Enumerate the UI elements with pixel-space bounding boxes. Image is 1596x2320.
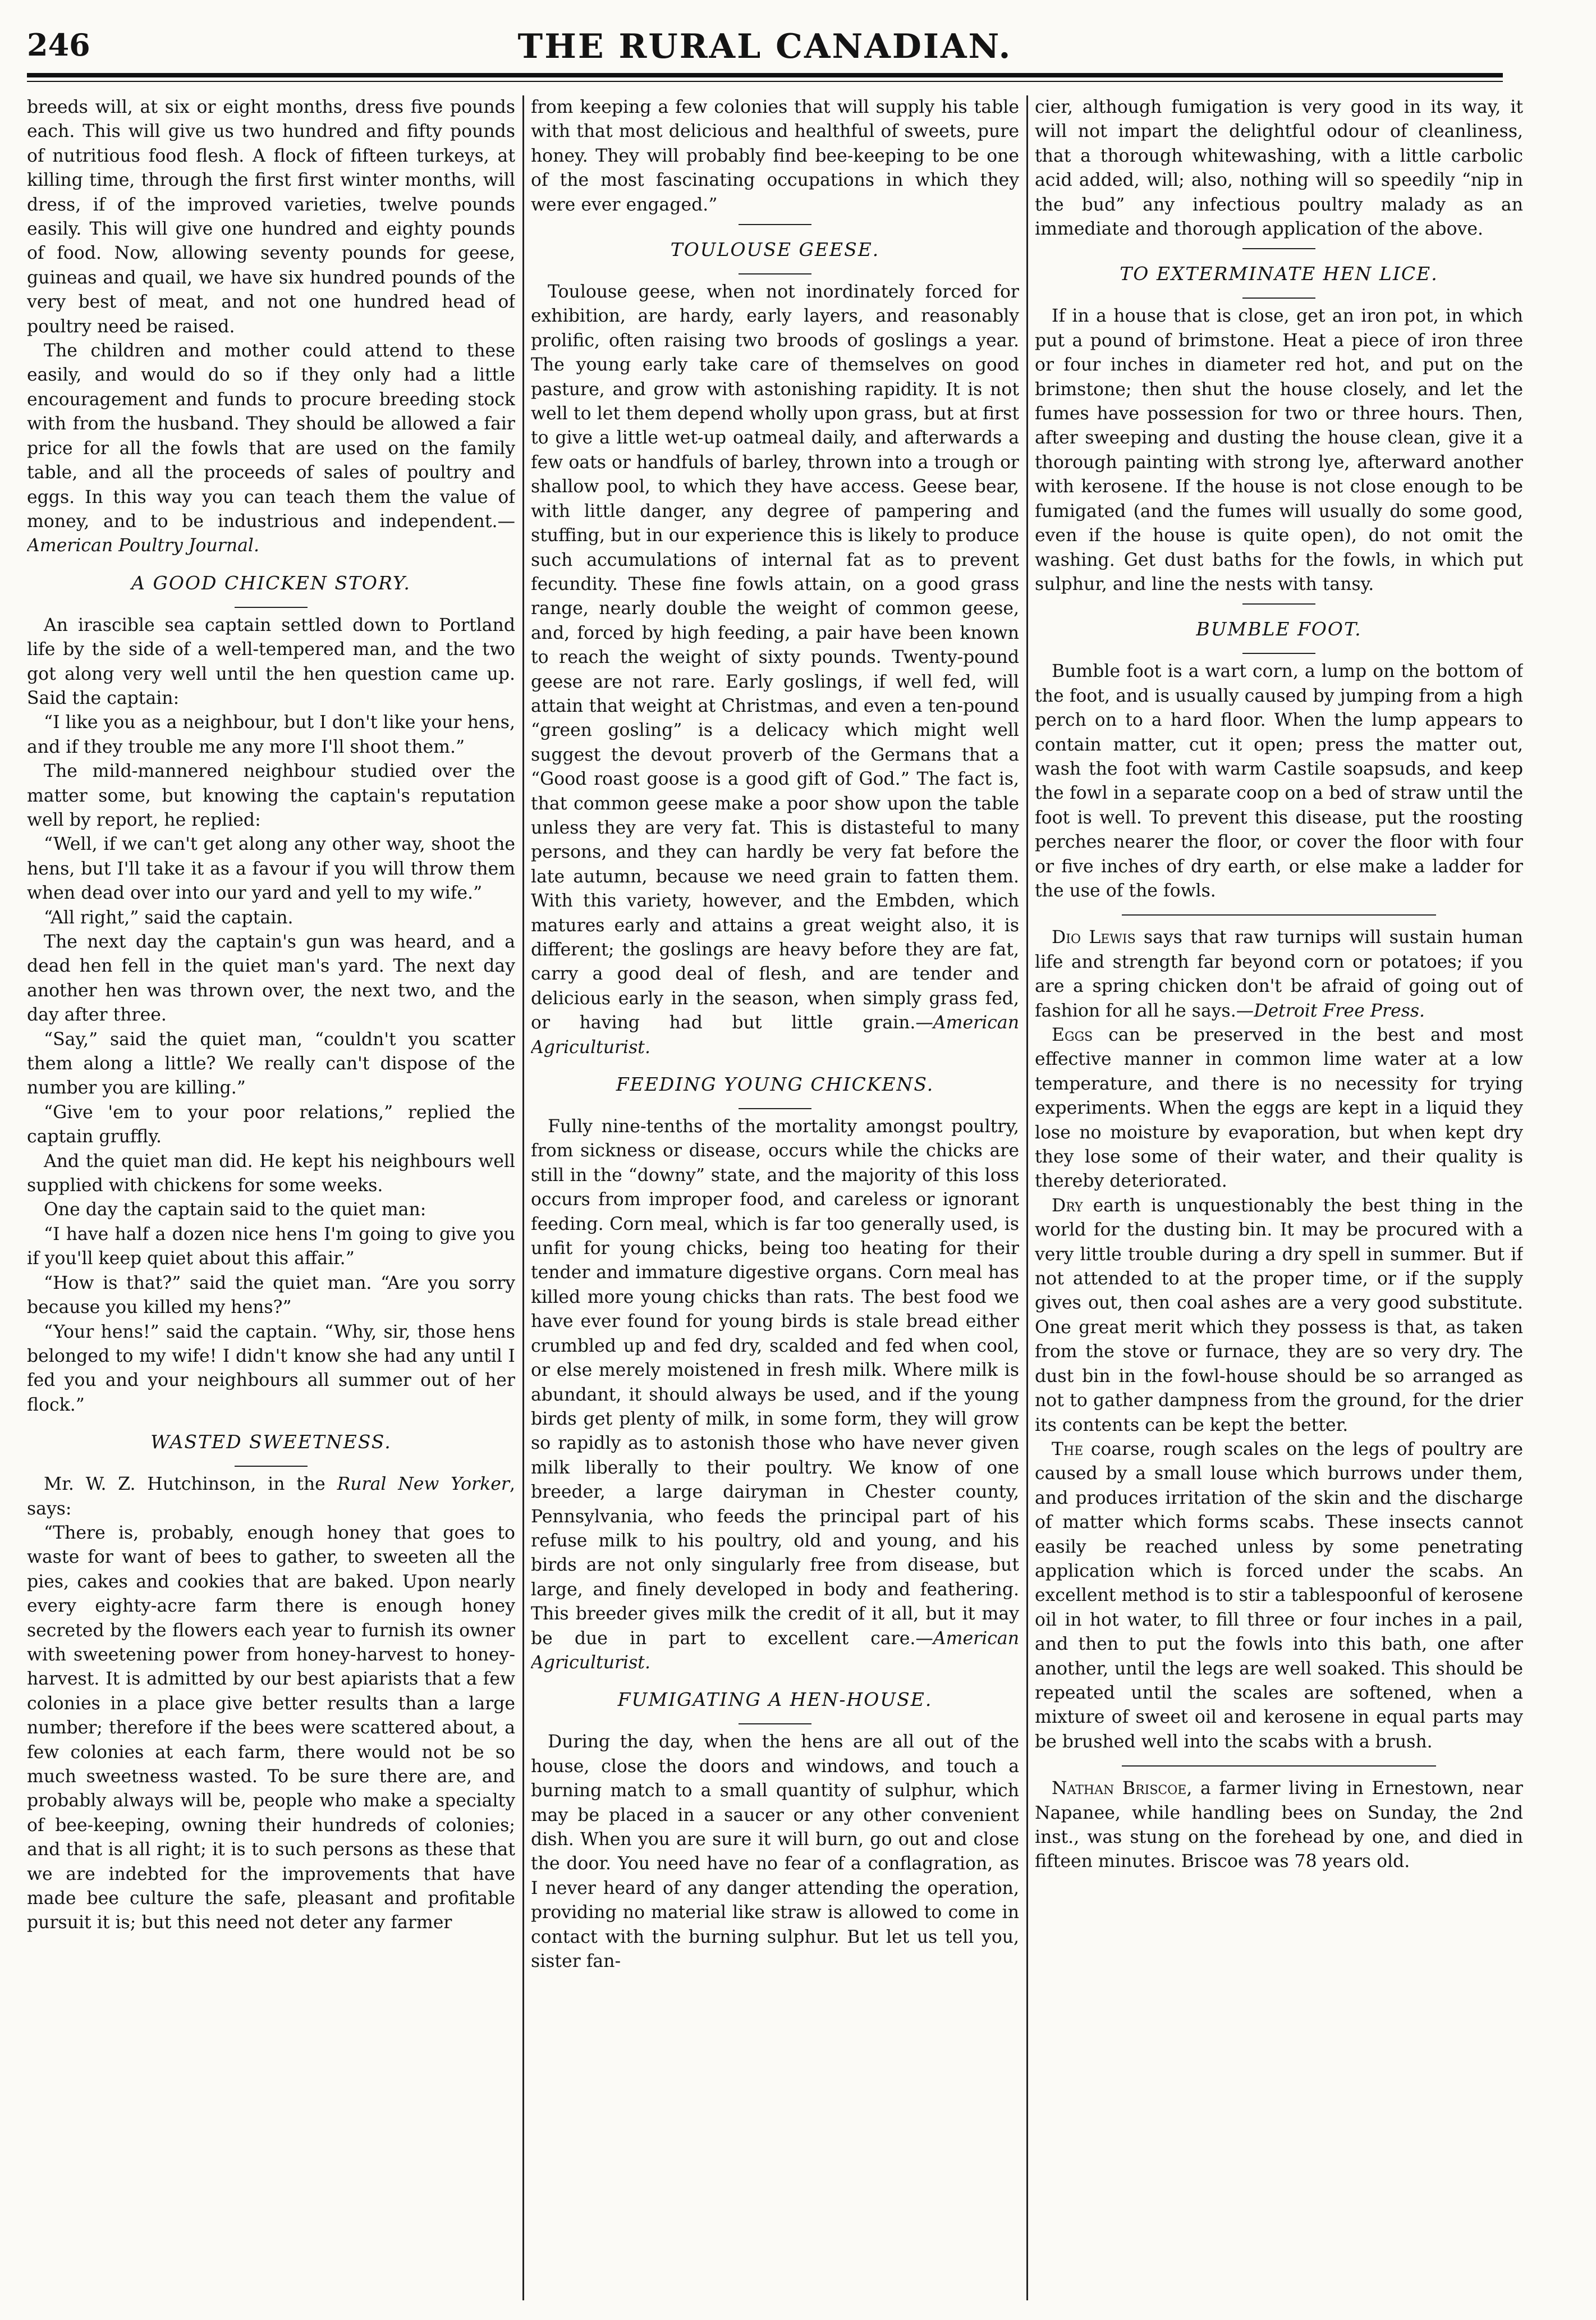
lead-words: Dry xyxy=(1052,1195,1083,1216)
story-paragraph: “Say,” said the quiet man, “couldn't you scatter them along a little? We really can't dispose of the number you are killing.” xyxy=(27,1029,515,1099)
article-continued-text: breeds will, at six or eight months, dress five pounds each. This will give us two hundred and fifty pounds of nutritious food flesh. A flock of fifteen turkeys, at killing time, through the first first winter months, will dress, if of the improved varieties, twelve pounds easily. This will give one hundred and eighty pounds of food. Now, allowing seventy pounds for geese, guineas and quail, we have six hundred pounds of the very best of meat, and not one hundred head of poultry need be raised. xyxy=(27,97,515,337)
paragraph-text: coarse, rough scales on the legs of poultry are caused by a small louse which burrows under them, and produces irritation of the skin and the discharge of matter which forms scabs. These insects cannot easily be reached unless by some penetrating application which is forced under the scabs. An excellent method is to stir a tablespoonful of kerosene oil in hot water, to fill three or four inches in a pail, and then to put the fowls into this bath, one after another, until the legs are well soaked. This should be repeated until the scales are softened, when a mixture of sweet oil and kerosene in equal parts may be brushed well into the scabs with a brush. xyxy=(1035,1439,1523,1752)
article-heading-hen-lice: TO EXTERMINATE HEN LICE. xyxy=(1120,263,1438,285)
article-paragraph xyxy=(531,1115,1019,1675)
paragraph-text: The children and mother could attend to these easily, and would do so if they only had a little encouragement and funds to procure breeding stock with from the husband. They should be allowed a fair price for all the fowls that are used on the family table, and all the proceeds of sales of poultry and eggs. In this way you can teach them the value of money, and to be industrious and independent.— xyxy=(27,341,515,532)
paragraph-text: Mr. W. Z. Hutchinson, in the xyxy=(44,1474,337,1495)
article-paragraph xyxy=(27,339,515,559)
source-credit: Rural New Yorker xyxy=(337,1474,510,1495)
source-credit: Detroit Free Press. xyxy=(1254,1000,1425,1021)
article-paragraph: During the day, when the hens are all out of the house, close the doors and windows, and touch a burning match to a small quantity of sulphur, which may be placed in a saucer or any other convenient dish. When you are sure it will burn, go out and close the door. You need have no fear of a conflagration, as I never heard of any danger attending the operation, providing no material like straw is allowed to come in contact with the burning sulphur. But let us tell you, sister fan- xyxy=(531,1732,1019,1972)
newspaper-page xyxy=(27,27,1523,2300)
lead-words: The xyxy=(1052,1439,1084,1459)
paragraph-text: says that raw turnips will sustain human life and strength far beyond corn or potatoes; if you are a spring chicken don't be afraid of going out of fashion for all he says.— xyxy=(1035,927,1523,1021)
news-item xyxy=(1035,1023,1523,1194)
article-continued-text: from keeping a few colonies that will supply his table with that most delicious and healthful of sweets, pure honey. They will probably find bee-keeping to be one of the most fascinating occupations in which they were ever engaged.” xyxy=(531,97,1019,215)
article-heading-fumigating: FUMIGATING A HEN-HOUSE. xyxy=(617,1688,933,1711)
page-number: 246 xyxy=(27,27,90,63)
column-1 xyxy=(27,95,515,2300)
heading-rule xyxy=(739,1108,811,1109)
section-rule xyxy=(1242,248,1315,249)
article-heading-toulouse-geese: TOULOUSE GEESE. xyxy=(670,239,880,261)
article-heading-feeding-chickens: FEEDING YOUNG CHICKENS. xyxy=(616,1073,934,1096)
masthead-title: THE RURAL CANADIAN. xyxy=(517,27,1012,66)
quoted-paragraph: “There is, probably, enough honey that goes to waste for want of bees to gather, to sweeten all the pies, cakes and cookies that are baked. Upon nearly every eighty-acre farm there is enough honey secreted by the flowers each year to furnish its owner with sweetening power from honey-harvest to honey-harvest. It is admitted by our best apiarists that a few colonies in a place give better results than a large number; therefore if the bees were scattered about, a few colonies at each farm, there would not be so much sweetness wasted. To be sure there are, and probably always will be, people who make a specialty of bee-keeping, owning their hundreds of colonies; and that is all right; it is to such persons as these that we are indebted for the improvements that have made bee culture the safe, pleasant and profitable pursuit it is; but this need not deter any farmer xyxy=(27,1522,515,1933)
story-paragraph: “Give 'em to your poor relations,” replied the captain gruffly. xyxy=(27,1102,515,1147)
heading-rule xyxy=(235,607,308,608)
section-rule xyxy=(739,224,811,225)
paragraph-text: Toulouse geese, when not inordinately forced for exhibition, are hardy, early layers, and reasonably prolific, often raising two broods of goslings a year. The young early take care of themselves on good pasture, and grow with astonishing rapidity. It is not well to let them depend wholly upon grass, but at first to give a little wet-up oatmeal daily, and afterwards a few oats or handfuls of barley, thrown into a trough or shallow pool, to which they have access. Geese bear, with little danger, any degree of pampering and stuffing, but in our experience this is likely to produce such accumulations of internal fat as to prevent fecundity. These fine fowls attain, on a good grass range, nearly double the weight of common geese, and, forced by high feeding, a pair have been known to reach the weight of sixty pounds. Twenty-pound geese are not rare. Early goslings, if well fed, will attain that weight at Christmas, and even a ten-pound “green gosling” is a delicacy which might well suggest the devout proverb of the Germans that a “Good roast goose is a good gift of God.” The fact is, that common geese make a poor show upon the table unless they are very fat. This is distasteful to many persons, and they can hardly be very fat before the late autumn, because we need grain to fatten them. With this variety, however, and the Embden, which matures early and attains a great weight also, it is different; the goslings are heavy before they are fat, carry a good deal of flesh, and are tender and delicious early in the season, when simply grass fed, or having had but little grain.— xyxy=(531,282,1019,1033)
article-paragraph xyxy=(27,1472,515,1521)
article-heading-wasted-sweetness: WASTED SWEETNESS. xyxy=(150,1431,392,1453)
lead-words: Nathan Briscoe xyxy=(1052,1778,1187,1799)
heading-rule xyxy=(739,273,811,274)
story-paragraph: The next day the captain's gun was heard, and a dead hen fell in the quiet man's yard. The next day another hen was thrown over, the next two, and the day after three. xyxy=(27,932,515,1026)
news-item xyxy=(1035,1438,1523,1754)
source-credit: American Agriculturist. xyxy=(531,1013,1019,1058)
item-separator xyxy=(1122,914,1436,916)
article-heading-chicken-story: A GOOD CHICKEN STORY. xyxy=(131,571,411,594)
lead-words: Dio Lewis xyxy=(1052,927,1136,948)
news-item xyxy=(1035,1194,1523,1438)
column-2 xyxy=(531,95,1019,2300)
lead-words: Eggs xyxy=(1052,1025,1093,1045)
column-3 xyxy=(1035,95,1523,2300)
story-paragraph: “Well, if we can't get along any other way, shoot the hens, but I'll take it as a favour if you will throw them when dead over into our yard and yell to my wife.” xyxy=(27,834,515,904)
article-continued-text: cier, although fumigation is very good in its way, it will not impart the delightful odour of cleanliness, that a thorough whitewashing, with a little carbolic acid added, will; also, nothing will so speedily “nip in the bud” any infectious poultry malady as an immediate and thorough application of the above. xyxy=(1035,97,1523,240)
story-paragraph: “I have half a dozen nice hens I'm going to give you if you'll keep quiet about this affair.” xyxy=(27,1224,515,1269)
news-item xyxy=(1035,926,1523,1023)
story-paragraph: “How is that?” said the quiet man. “Are you sorry because you killed my hens?” xyxy=(27,1273,515,1318)
paragraph-text: , says: xyxy=(27,1474,515,1519)
source-credit: American Poultry Journal. xyxy=(27,536,259,556)
story-paragraph: “I like you as a neighbour, but I don't like your hens, and if they trouble me any more I'll shoot them.” xyxy=(27,712,515,757)
heading-rule xyxy=(1242,298,1315,299)
paragraph-text: can be preserved in the best and most effective manner in common lime water at a low temperature, and there is no necessity for trying experiments. When the eggs are kept in a liquid they lose no moisture by evaporation, but when kept dry they lose some of their water, and their quality is thereby deteriorated. xyxy=(1035,1025,1523,1192)
paragraph-text: Fully nine-tenths of the mortality amongst poultry, from sickness or disease, occurs while the chicks are still in the “downy” state, and the majority of this loss occurs from improper food, and careless or ignorant feeding. Corn meal, which is far too generally used, is unfit for young chicks, being too heating for their tender and immature digestive organs. Corn meal has killed more young chicks than rats. The best food we have ever found for young birds is stale bread either crumbled up and fed dry, scalded and fed when cool, or else merely moistened in fresh milk. Where milk is abundant, it should always be used, and if the young birds get plenty of milk, in some form, they will grow so rapidly as to astonish those who have never given milk liberally to their poultry. We know of one breeder, a large dairyman in Chester county, Pennsylvania, who feeds the principal part of his refuse milk to his poultry, old and young, and his birds are not only singularly free from disease, but large, and finely developed in body and feathering. This breeder gives milk the credit of it all, but it may be due in part to excellent care.— xyxy=(531,1116,1019,1649)
article-paragraph: Bumble foot is a wart corn, a lump on the bottom of the foot, and is usually caused by jumping from a high perch on to a hard floor. When the lump appears to contain matter, cut it open; press the matter out, wash the foot with warm Castile soapsuds, and keep the fowl in a separate coop on a bed of straw until the foot is well. To prevent this disease, put the roosting perches nearer the floor, or cover the floor with four or five inches of dry earth, or else make a ladder for the use of the fowls. xyxy=(1035,661,1523,901)
header-rule-thin xyxy=(27,81,1503,82)
paragraph-text: earth is unquestionably the best thing in the world for the dusting bin. It may be procured with a very little trouble during a dry spell in summer. But if not attended to at the proper time, or if the supply gives out, then coal ashes are a very good substitute. One great merit which they possess is that, as taken from the stove or furnace, they are so very dry. The dust bin in the fowl-house should be so arranged as not to gather dampness from the ground, for the drier its contents can be kept the better. xyxy=(1035,1195,1523,1435)
page-header xyxy=(27,27,1503,68)
section-rule xyxy=(1242,603,1315,605)
news-item xyxy=(1035,1777,1523,1874)
story-paragraph: An irascible sea captain settled down to Portland life by the side of a well-tempered man, and the two got along very well until the hen question came up. Said the captain: xyxy=(27,615,515,708)
heading-rule xyxy=(235,1466,308,1467)
header-rule-thick xyxy=(27,73,1503,77)
article-paragraph: If in a house that is close, get an iron pot, in which put a pound of brimstone. Heat a piece of iron three or four inches in diameter red hot, and put on the brimstone; then shut the house closely, and let the fumes have possession for two or three hours. Then, after sweeping and dusting the house clean, give it a thorough painting with strong lye, afterward another with kerosene. If the house is not close enough to be fumigated (and the fumes will usually do some good, even if the house is quite open), do not omit the washing. Get dust baths for the fowls, in which put sulphur, and line the nests with tansy. xyxy=(1035,306,1523,594)
story-paragraph: One day the captain said to the quiet man: xyxy=(44,1200,426,1220)
story-paragraph: And the quiet man did. He kept his neighbours well supplied with chickens for some weeks. xyxy=(27,1151,515,1196)
item-separator xyxy=(1122,1765,1436,1767)
story-paragraph: “All right,” said the captain. xyxy=(44,907,293,928)
source-credit: American Agriculturist. xyxy=(531,1628,1019,1673)
heading-rule xyxy=(1242,653,1315,654)
story-paragraph: The mild-mannered neighbour studied over the matter some, but knowing the captain's reputation well by report, he replied: xyxy=(27,761,515,830)
article-heading-bumble-foot: BUMBLE FOOT. xyxy=(1196,618,1362,640)
paragraph-text: , a farmer living in Ernestown, near Napanee, while handling bees on Sunday, the 2nd inst., was stung on the forehead by one, and died in fifteen minutes. Briscoe was 78 years old. xyxy=(1035,1778,1523,1872)
article-paragraph xyxy=(531,280,1019,1060)
story-paragraph: “Your hens!” said the captain. “Why, sir, those hens belonged to my wife! I didn't know she had any until I fed you and your neighbours all summer out of her flock.” xyxy=(27,1321,515,1415)
heading-rule xyxy=(739,1723,811,1724)
